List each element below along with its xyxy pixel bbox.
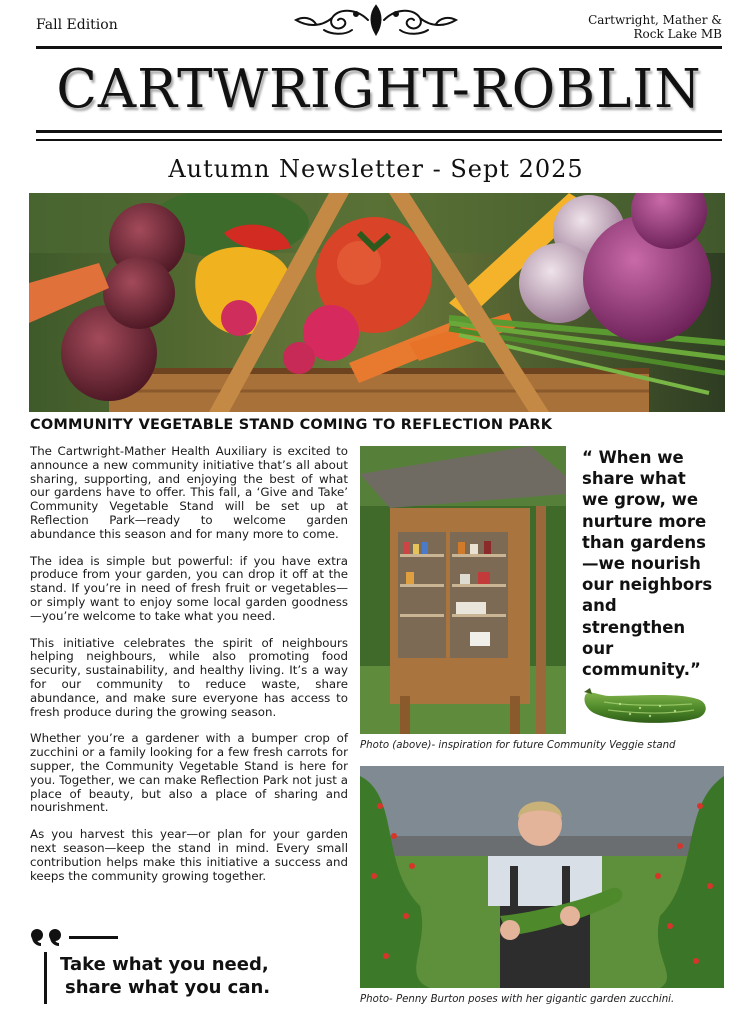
header-rule-top	[36, 46, 722, 49]
header-rule-bottom-2	[36, 139, 722, 141]
location-line-2: Rock Lake MB	[633, 27, 722, 41]
penny-burton-zucchini-photo	[360, 766, 724, 988]
side-quote-line: nurture more	[582, 511, 707, 531]
pull-quote	[60, 953, 320, 999]
side-quote-line: our neighbors	[582, 575, 713, 595]
side-quote-line: “ When we	[582, 448, 684, 467]
vegetable-basket-photo	[29, 193, 725, 412]
side-quote-line: and	[582, 596, 617, 616]
article-body	[30, 445, 348, 896]
newsletter-subtitle: Autumn Newsletter - Sept 2025	[168, 155, 584, 183]
article-paragraph: As you harvest this year—or plan for your garden next season—keep the stand in mind. Every small contribution helps make this initiative a success and keeps the community growing together.	[30, 827, 348, 883]
article-headline: COMMUNITY VEGETABLE STAND COMING TO REFLECTION PARK	[30, 417, 553, 433]
side-quote-line: share what	[582, 469, 686, 489]
side-quote	[582, 447, 732, 680]
photo-caption-penny: Photo- Penny Burton poses with her gigantic garden zucchini.	[360, 994, 675, 1005]
masthead-title: CARTWRIGHT-ROBLIN	[56, 59, 702, 120]
zucchini-illustration	[580, 686, 710, 728]
side-quote-line: our	[582, 638, 614, 658]
header-rule-bottom-1	[36, 130, 722, 133]
side-quote-line: community.”	[582, 660, 701, 680]
article-paragraph: Whether you’re a gardener with a bumper crop of zucchini or a family looking for a few fresh carrots for supper, the Community Vegetable Stand is here for you. Together, we can make Reflection Park not just a place of beauty, but also a place of sharing and nourishment.	[30, 731, 348, 815]
quote-accent-bar	[44, 952, 47, 1004]
photo-caption-stand: Photo (above)- inspiration for future Community Veggie stand	[360, 740, 676, 751]
pull-quote-line-1: Take what you need,	[60, 954, 269, 975]
location-line-1: Cartwright, Mather &	[588, 13, 722, 27]
side-quote-line: than gardens	[582, 532, 706, 552]
side-quote-line: strengthen	[582, 617, 686, 637]
article-paragraph: The Cartwright-Mather Health Auxiliary is excited to announce a new community initiative that’s all about sharing, supporting, and enjoying the best of what our gardens have to offer. This fall, a ‘Give and Take’ Community Vegetable Stand will be set up at Reflection Park—ready to welcome garden abundance this season and for many more to come.	[30, 444, 348, 541]
side-quote-line: we grow, we	[582, 490, 699, 510]
location-label	[522, 13, 722, 41]
side-quote-line: —we nourish	[582, 554, 701, 574]
article-paragraph: The idea is simple but powerful: if you have extra produce from your garden, you can drop it off at the stand. If you’re in need of fresh fruit or vegetables—or simply want to enjoy some local garden goodness—you’re welcome to take what you need.	[30, 553, 348, 623]
edition-label: Fall Edition	[36, 17, 118, 33]
pull-quote-line-2: share what you can.	[65, 977, 271, 998]
veggie-stand-photo	[360, 446, 566, 734]
flourish-ornament-icon	[290, 2, 462, 38]
quotation-mark-icon	[29, 925, 129, 947]
article-paragraph: This initiative celebrates the spirit of neighbours helping neighbours, while also promoting food security, sustainability, and healthy living. It’s a way for our community to reduce waste, share abundance, and make sure everyone has access to fresh produce during the growing season.	[30, 635, 348, 719]
